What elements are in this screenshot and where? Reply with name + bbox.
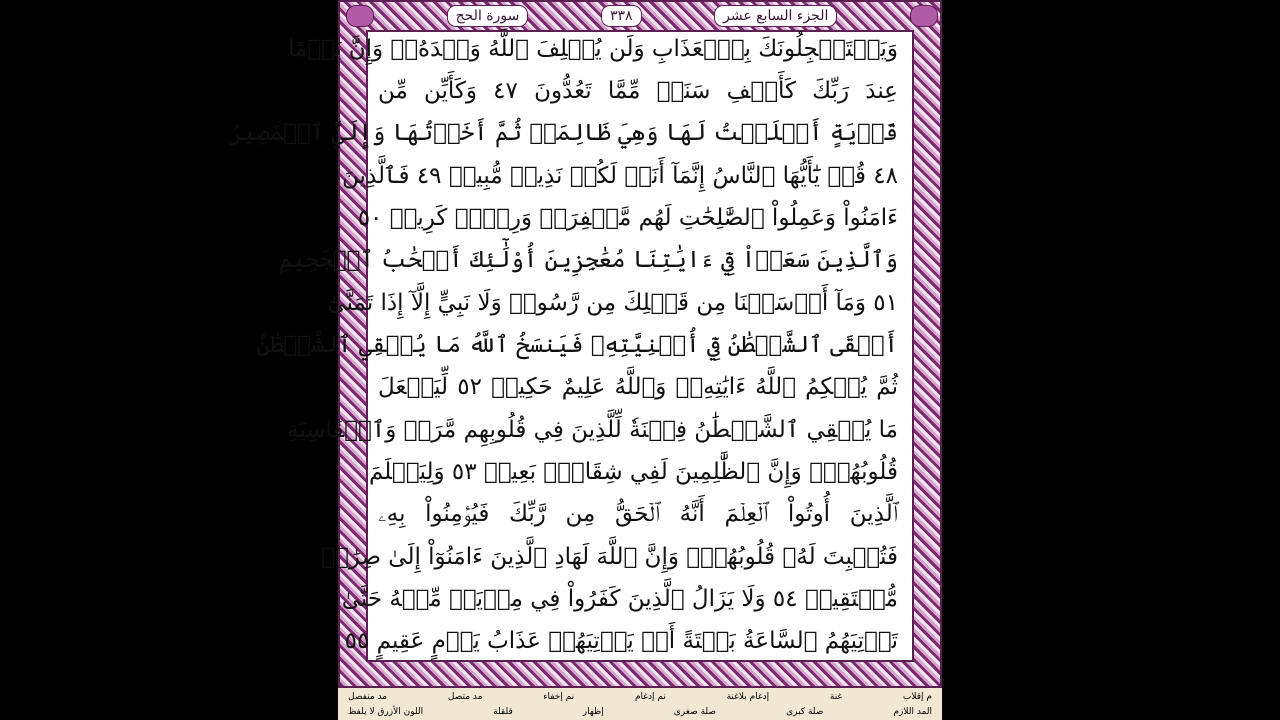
legend-item: المد اللازم [893, 706, 932, 717]
legend-item: م إقلاب [902, 691, 932, 702]
legend-row [348, 704, 932, 719]
text-line: فَتُخۡبِتَ لَهُۥ قُلُوبُهُمۡۗ وَإِنَّ ٱللَّهَ لَهَادِ ٱلَّذِينَ ءَامَنُوٓاْ إِلَىٰ صِرَٰطٖ [321, 543, 898, 570]
page-number: ٣٣٨ [601, 5, 642, 27]
mushaf-page [229, 0, 942, 720]
text-line: تَأۡتِيَهُمُ ٱلسَّاعَةُ بَغۡتَةً أَوۡ يَأۡتِيَهُمۡ عَذَابُ يَوۡمٍ عَقِيمٍ ٥٥ [344, 628, 898, 655]
legend-item: مد متصل [447, 691, 483, 702]
text-line: ٥١ وَمَآ أَرۡسَلۡنَا مِن قَبۡلِكَ مِن رَّسُولٖ وَلَا نَبِيٍّ إِلَّآ إِذَا تَمَنَّىٰٓ [327, 289, 898, 316]
page-header [340, 2, 944, 30]
text-line: وَٱلَّذِينَ سَعَوۡاْ فِيٓ ءَايَٰتِنَا مُعَٰجِزِينَ أُوْلَٰٓئِكَ أَصۡحَٰبُ ٱلۡجَحِيمِ [278, 247, 898, 274]
legend-row [348, 689, 932, 704]
legend-item: إظهار [582, 706, 604, 717]
legend-item: نم إخفاء [543, 691, 575, 702]
legend-item: مد منفصل [348, 691, 388, 702]
legend-item: قلقلة [493, 706, 513, 717]
text-line: مُّسۡتَقِيمٖ ٥٤ وَلَا يَزَالُ ٱلَّذِينَ كَفَرُواْ فِي مِرۡيَةٖ مِّنۡهُ حَتَّىٰ [341, 585, 898, 612]
header-ornament-left [346, 5, 374, 27]
legend-item: اللون الأزرق لا يلفظ [348, 706, 424, 717]
surah-name: سورة الحج [447, 5, 529, 27]
legend-item: غنة [829, 691, 843, 702]
text-line: ٤٨ قُلۡ يَٰٓأَيُّهَا ٱلنَّاسُ إِنَّمَآ أَنَا۠ لَكُمۡ نَذِيرٞ مُّبِينٞ ٤٩ فَٱلَّذِينَ [342, 162, 898, 189]
text-line: ءَامَنُواْ وَعَمِلُواْ ٱلصَّٰلِحَٰتِ لَهُم مَّغۡفِرَةٞ وَرِزۡقٞ كَرِيمٞ ٥٠ [357, 204, 898, 231]
legend-item: إدغام بلاغنة [726, 691, 770, 702]
text-line: أَلۡقَى ٱلشَّيۡطَٰنُ فِيٓ أُمۡنِيَّتِهِۦ فَيَنسَخُ ٱللَّهُ مَا يُلۡقِي ٱلشَّيۡطَٰنُ [256, 331, 898, 358]
legend-item: صلة صغرى [673, 706, 717, 717]
text-line: ٱلَّذِينَ أُوتُواْ ٱلۡعِلۡمَ أَنَّهُ ٱلۡحَقُّ مِن رَّبِّكَ فَيُؤۡمِنُواْ بِهِۦ [378, 501, 898, 528]
legend-item: صلة كبرى [786, 706, 824, 717]
text-line: قُلُوبُهُمۡۗ وَإِنَّ ٱلظَّٰلِمِينَ لَفِي شِقَاقِۭ بَعِيدٖ ٥٣ وَلِيَعۡلَمَ [369, 458, 898, 485]
quran-text [229, 30, 898, 660]
text-line: وَيَسۡتَعۡجِلُونَكَ بِٱلۡعَذَابِ وَلَن يُخۡلِفَ ٱللَّهُ وَعۡدَهُۥۚ وَإِنَّ يَوۡمًا [288, 35, 898, 62]
header-ornament-right [910, 5, 938, 27]
text-line: مَا يُلۡقِي ٱلشَّيۡطَٰنُ فِتۡنَةٗ لِّلَّذِينَ فِي قُلُوبِهِم مَّرَضٞ وَٱلۡقَاسِيَةِ [286, 416, 898, 443]
legend-item: نم إدغام [634, 691, 666, 702]
tajweed-legend [338, 686, 942, 720]
juz-name: الجزء السابع عشر [714, 5, 837, 27]
text-line: عِندَ رَبِّكَ كَأَلۡفِ سَنَةٖ مِّمَّا تَعُدُّونَ ٤٧ وَكَأَيِّن مِّن [378, 77, 898, 104]
text-line: قَرۡيَةٍ أَمۡلَيۡتُ لَهَا وَهِيَ ظَالِمَةٞ ثُمَّ أَخَذۡتُهَا وَإِلَيَّ ٱلۡمَصِيرُ [229, 120, 898, 147]
text-line: ثُمَّ يُحۡكِمُ ٱللَّهُ ءَايَٰتِهِۦۗ وَٱللَّهُ عَلِيمٌ حَكِيمٞ ٥٢ لِّيَجۡعَلَ [378, 374, 898, 401]
